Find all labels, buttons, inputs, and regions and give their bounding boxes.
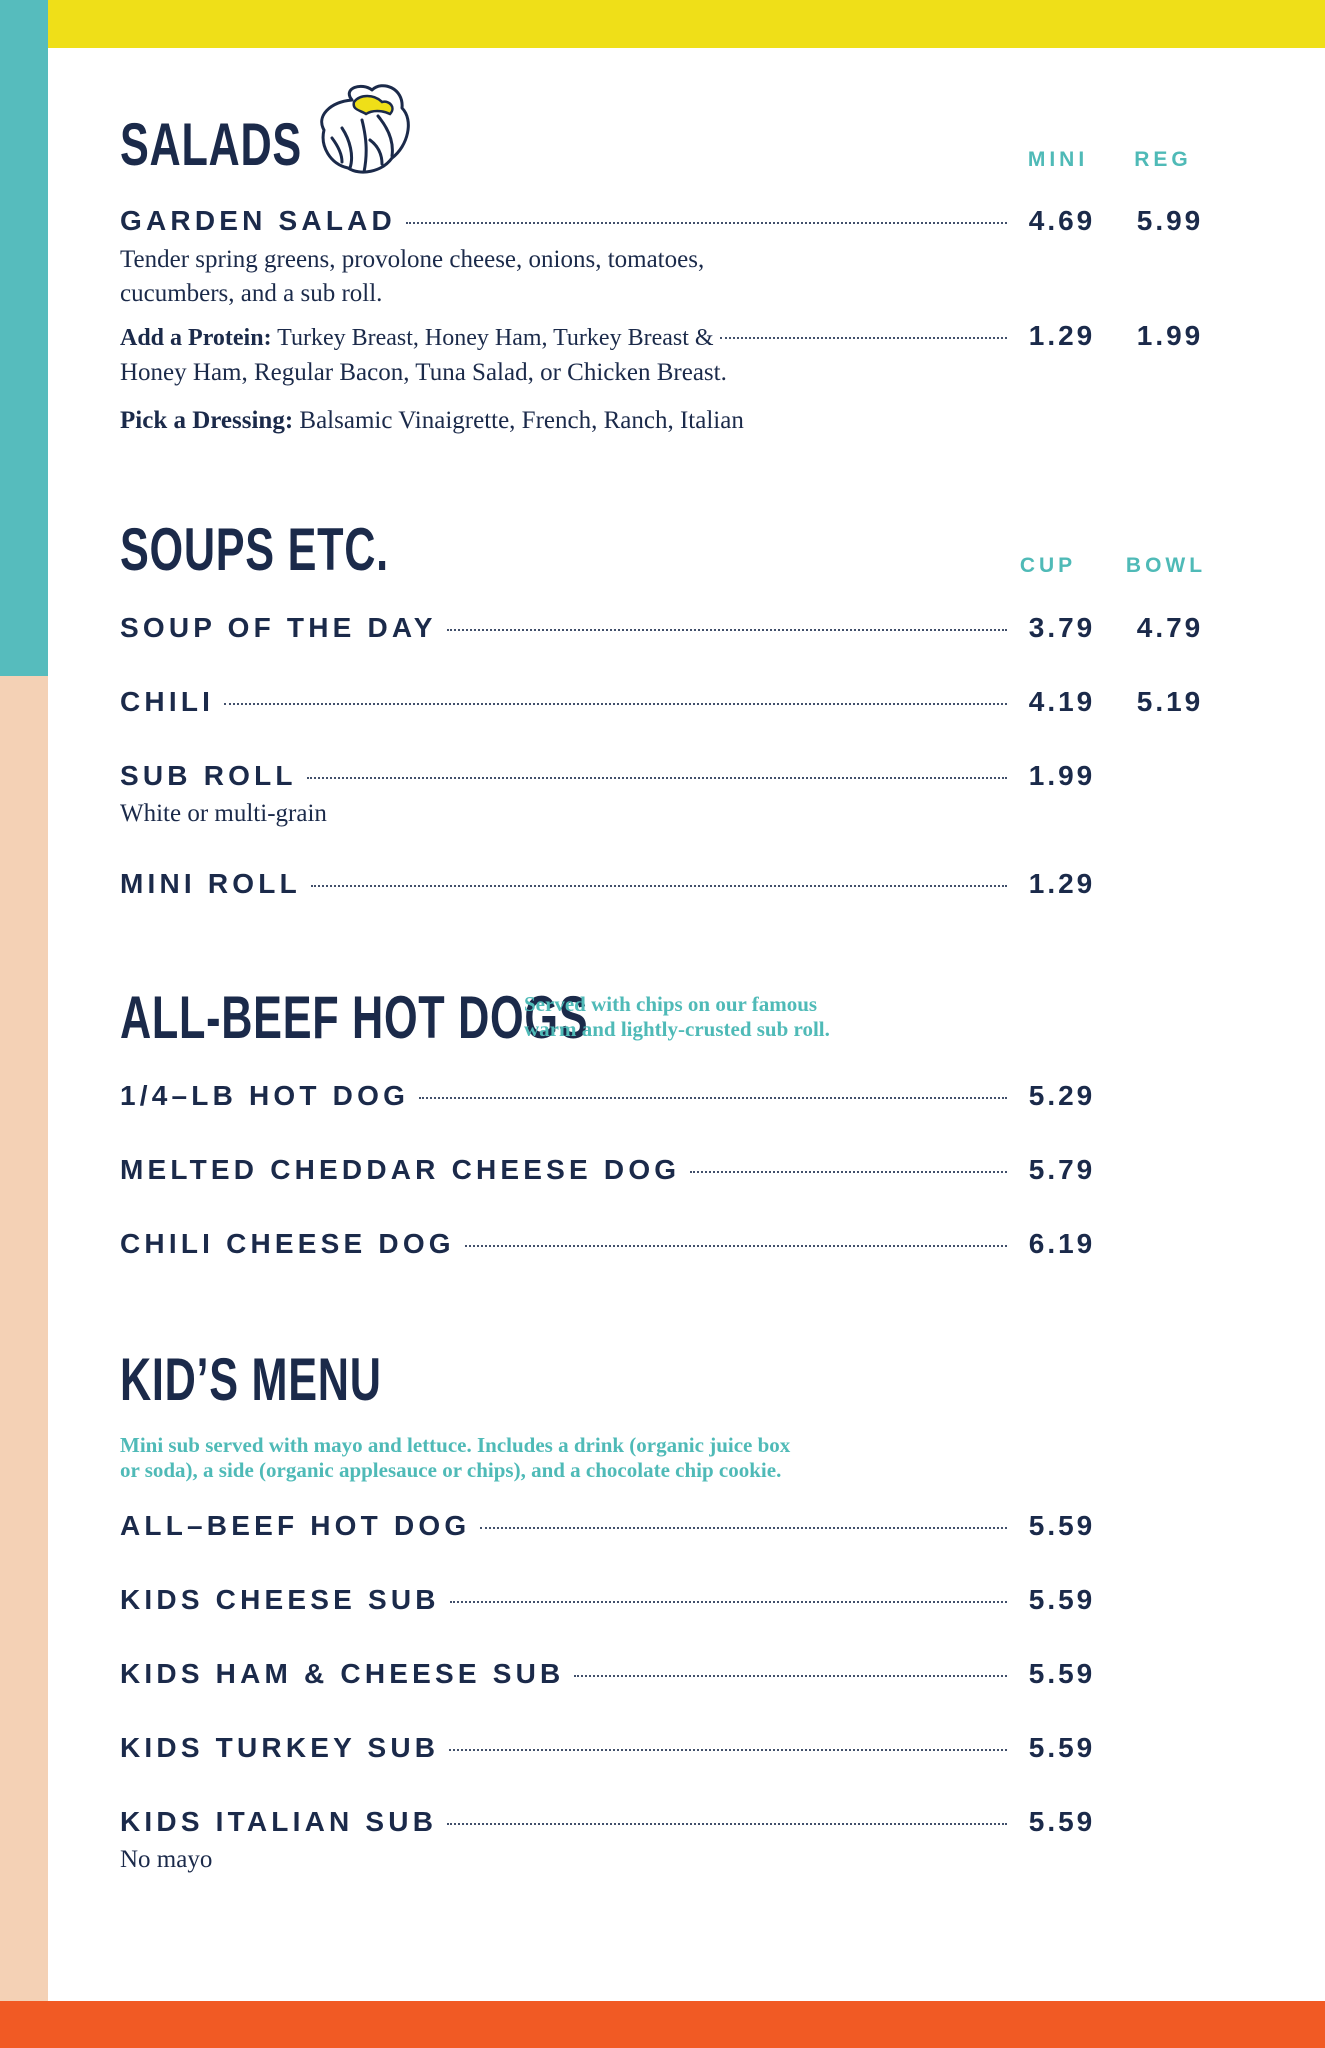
menu-item-kids-italian-sub: [120, 1806, 1215, 1846]
left-color-bar-teal: [0, 0, 48, 676]
protein-text: Add a Protein: Turkey Breast, Honey Ham, Turkey Breast &: [120, 325, 714, 351]
dot-leader: [419, 1097, 1007, 1099]
price-cup: 4.19: [1028, 686, 1096, 717]
menu-item-quarter-lb-hot-dog: [120, 1080, 1215, 1120]
price: 5.59: [1028, 1584, 1096, 1615]
item-name: SOUP OF THE DAY: [120, 612, 437, 643]
hotdogs-heading: ALL-BEEF HOT DOGS: [120, 984, 589, 1051]
dot-leader: [406, 222, 1007, 224]
price-bowl: 5.19: [1136, 686, 1204, 717]
item-name: KIDS CHEESE SUB: [120, 1584, 440, 1615]
item-name: KIDS ITALIAN SUB: [120, 1806, 438, 1837]
dot-leader: [447, 1823, 1007, 1825]
price: 5.79: [1028, 1154, 1096, 1185]
dot-leader: [574, 1675, 1007, 1677]
dot-leader: [465, 1245, 1007, 1247]
menu-item-kids-ham-cheese-sub: [120, 1658, 1215, 1698]
dot-leader: [690, 1171, 1007, 1173]
item-name: CHILI: [120, 686, 215, 717]
salads-heading: SALADS: [120, 111, 302, 178]
menu-item-chili: [120, 686, 1215, 726]
item-name: SUB ROLL: [120, 760, 297, 791]
bottom-color-bar: [0, 2001, 1325, 2048]
menu-item-kids-turkey-sub: [120, 1732, 1215, 1772]
item-name: MELTED CHEDDAR CHEESE DOG: [120, 1154, 681, 1185]
menu-item-add-protein: [120, 320, 1215, 360]
dot-leader: [720, 337, 1007, 339]
menu-item-soup-of-the-day: [120, 612, 1215, 652]
price: 1.29: [1028, 868, 1096, 899]
dressing-text: Pick a Dressing: Balsamic Vinaigrette, French, Ranch, Italian: [120, 407, 744, 434]
menu-item-sub-roll: [120, 760, 1215, 800]
menu-item-kids-cheese-sub: [120, 1584, 1215, 1624]
menu-item-mini-roll: [120, 868, 1215, 908]
item-name: GARDEN SALAD: [120, 205, 396, 236]
dot-leader: [450, 1601, 1007, 1603]
item-name: KIDS HAM & CHEESE SUB: [120, 1658, 565, 1689]
menu-item-cheddar-cheese-dog: [120, 1154, 1215, 1194]
price: 5.59: [1028, 1806, 1096, 1837]
price-cup: 3.79: [1028, 612, 1096, 643]
dot-leader: [311, 885, 1007, 887]
left-color-bar-peach: [0, 676, 48, 2048]
kids-note: Mini sub served with mayo and lettuce. Includes a drink (organic juice box or soda), a side (organic applesauce or chips), and a chocolate chip cookie.: [120, 1433, 791, 1482]
menu-item-kids-hot-dog: [120, 1510, 1215, 1550]
hotdogs-note: Served with chips on our famous warm and lightly-crusted sub roll.: [524, 992, 830, 1041]
item-name: 1/4–LB HOT DOG: [120, 1080, 410, 1111]
price-mini: 1.29: [1028, 320, 1096, 351]
item-name: ALL–BEEF HOT DOG: [120, 1510, 471, 1541]
col-head-bowl: BOWL: [1125, 554, 1207, 577]
item-description: White or multi-grain: [120, 800, 327, 827]
col-head-reg: REG: [1134, 148, 1192, 171]
kids-heading: KID’S MENU: [120, 1346, 382, 1413]
price: 5.29: [1028, 1080, 1096, 1111]
item-description: Tender spring greens, provolone cheese, onions, tomatoes, cucumbers, and a sub roll.: [120, 246, 705, 307]
top-color-bar: [48, 0, 1325, 48]
item-name: CHILI CHEESE DOG: [120, 1228, 455, 1259]
price-bowl: 4.79: [1136, 612, 1204, 643]
menu-item-garden-salad: [120, 205, 1215, 245]
price: 5.59: [1028, 1510, 1096, 1541]
col-head-mini: MINI: [1027, 148, 1089, 171]
item-description: No mayo: [120, 1846, 213, 1873]
price: 5.59: [1028, 1732, 1096, 1763]
dot-leader: [480, 1527, 1007, 1529]
menu-item-chili-cheese-dog: [120, 1228, 1215, 1268]
dot-leader: [447, 629, 1007, 631]
item-name: MINI ROLL: [120, 868, 301, 899]
price-mini: 4.69: [1028, 205, 1096, 236]
soups-heading: SOUPS ETC.: [120, 516, 389, 583]
price: 6.19: [1028, 1228, 1096, 1259]
price-reg: 5.99: [1136, 205, 1204, 236]
dot-leader: [307, 777, 1007, 779]
col-head-cup: CUP: [1019, 554, 1077, 577]
dot-leader: [224, 703, 1007, 705]
price-reg: 1.99: [1136, 320, 1204, 351]
dot-leader: [449, 1749, 1007, 1751]
item-name: KIDS TURKEY SUB: [120, 1732, 440, 1763]
protein-text-continued: Honey Ham, Regular Bacon, Tuna Salad, or Chicken Breast.: [120, 359, 727, 386]
price: 5.59: [1028, 1658, 1096, 1689]
price: 1.99: [1028, 760, 1096, 791]
lettuce-icon: [312, 80, 416, 180]
